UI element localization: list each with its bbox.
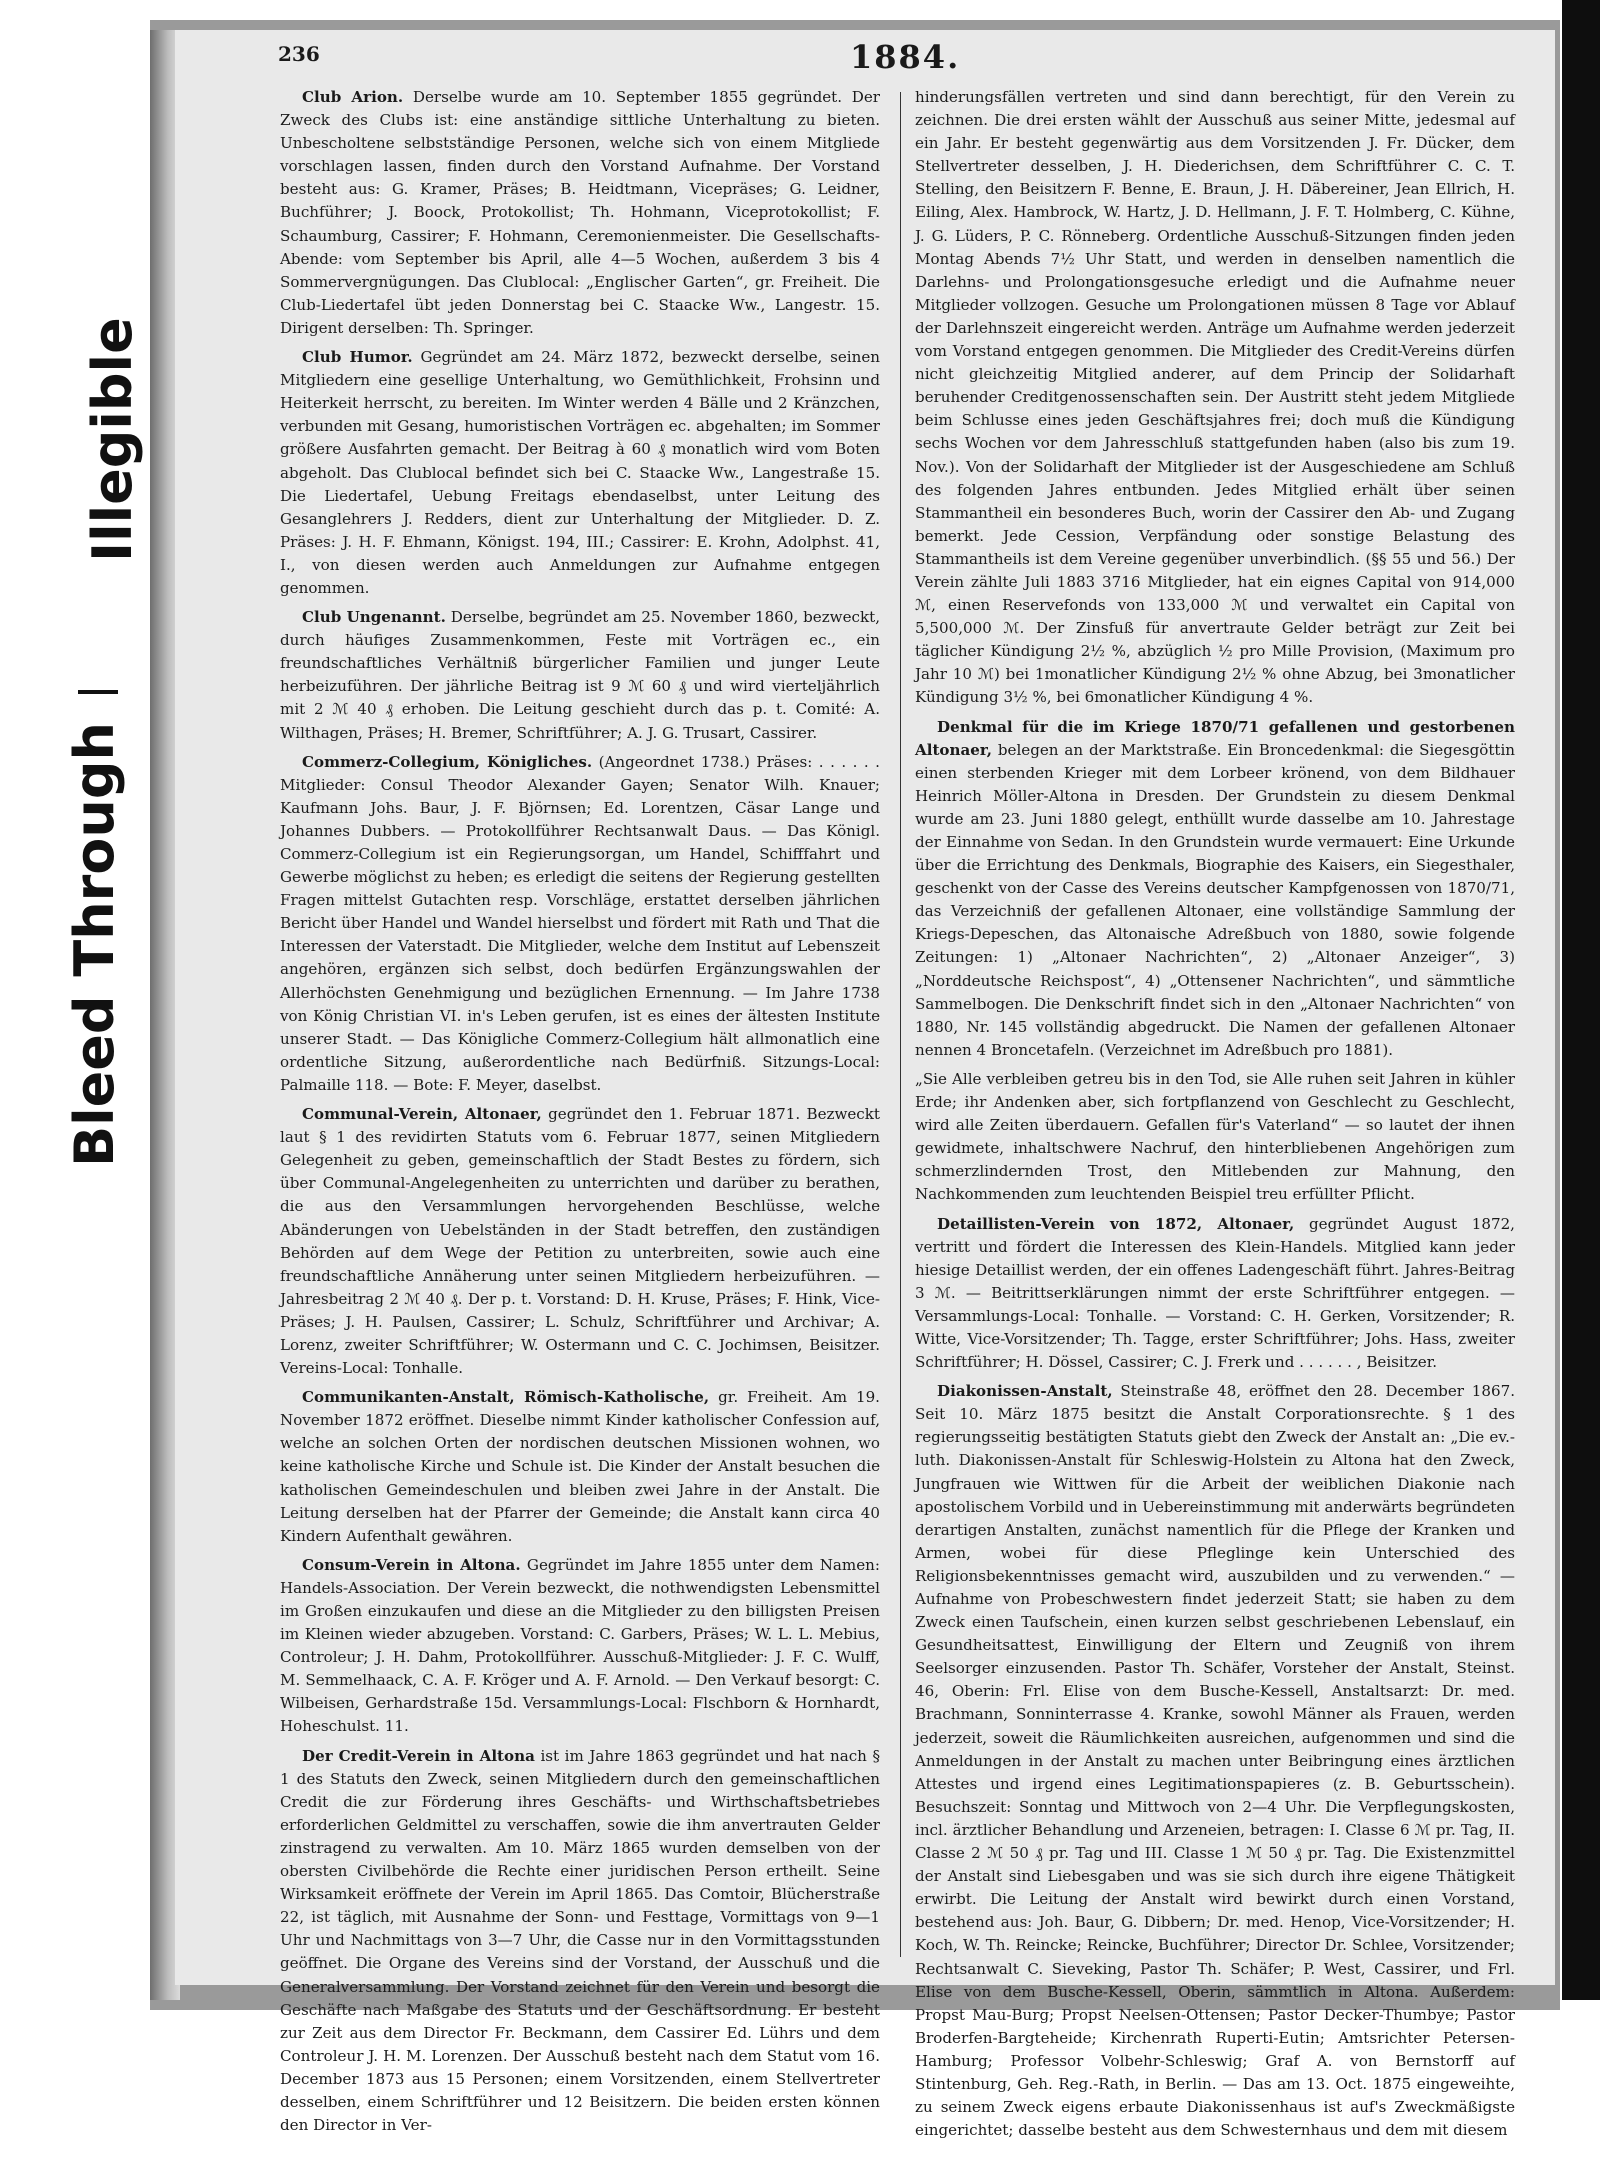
entry-text: Gegründet im Jahre 1855 unter dem Namen: Handels-Association. Der Verein bezweckt, die nothwendigsten Lebensmittel im Großen einzukaufen und diese an die Mitglieder zu den billigsten Preisen im Kleinen wieder abzugeben. Vorstand: C. Garbers, Präses; W. L. L. Mebius, Controleur; J. H. Dahm, Protokollführer. Ausschuß-Mitglieder: J. F. C. Wulff, M. Semmelhaack, C. A. F. Kröger und A. F. Arnold. — Den Verkauf besorgt: C. Wilbeisen, Gerhardstraße 15d. Versammlungs-Local: Flschborn & Hornhardt, Hoheschulst. 11.	[280, 1555, 880, 1736]
entry-text: Derselbe wurde am 10. September 1855 gegründet. Der Zweck des Clubs ist: eine anständige sittliche Unterhaltung zu bieten. Unbescholtene selbstständige Personen, welche sich von einem Mitgliede vorschlagen lassen, finden durch den Vorstand Aufnahme. Der Vorstand besteht aus: G. Kramer, Präses; B. Heidtmann, Vicepräses; G. Leidner, Buchführer; J. Boock, Protokollist; Th. Hohmann, Viceprotokollist; F. Schaumburg, Cassirer; F. Hohmann, Ceremonienmeister. Die Gesellschafts-Abende: vom September bis April, alle 4—5 Wochen, außerdem 3 bis 4 Sommervergnügungen. Das Clublocal: „Englischer Garten“, gr. Freiheit. Die Club-Liedertafel übt jeden Donnerstag bei C. Staacke Ww., Langestr. 15. Dirigent derselben: Th. Springer.	[280, 88, 880, 337]
entry-text: gegründet den 1. Februar 1871. Bezweckt laut § 1 des revidirten Statuts vom 6. Februar 1877, seinen Mitgliedern Gelegenheit zu geben, gemeinschaftlich der Stadt Bestes zu fördern, sich über Communal-Angelegenheiten zu unterrichten und darüber zu berathen, die aus den Versammlungen hervorgehenden Beschlüsse, welche Abänderungen von Uebelständen in der Stadt betreffen, den zuständigen Behörden auf dem Wege der Petition zu unterbreiten, sowie auch eine freundschaftliche Annäherung unter seinen Mitgliedern herbeizuführen. — Jahresbeitrag 2 ℳ 40 ₰. Der p. t. Vorstand: D. H. Kruse, Präses; F. Hink, Vice-Präses; J. H. Paulsen, Cassirer; L. Schulz, Schriftführer und Archivar; A. Lorenz, zweiter Schriftführer; W. Ostermann und C. C. Jochimsen, Beisitzer. Vereins-Local: Tonhalle.	[280, 1105, 880, 1378]
entry-text: Gegründet am 24. März 1872, bezweckt derselbe, seinen Mitgliedern eine gesellige Unterhaltung, wo Gemüthlichkeit, Frohsinn und Heiterkeit herrscht, zu bereiten. Im Winter werden 4 Bälle und 2 Kränzchen, verbunden mit Gesang, humoristischen Vorträgen ec. abgehalten; im Sommer größere Ausfahrten gemacht. Der Beitrag à 60 ₰ monatlich wird vom Boten abgeholt. Das Clublocal befindet sich bei C. Staacke Ww., Langestraße 15. Die Liedertafel, Uebung Freitags ebendaselbst, unter Leitung des Gesanglehrers J. Redders, dient zur Unterhaltung der Mitglieder. D. Z. Präses: J. H. F. Ehmann, Königst. 194, III.; Cassirer: E. Krohn, Adolphst. 41, I., von diesen werden auch Anmeldungen zur Aufnahme entgegen genommen.	[280, 348, 880, 597]
entry-heading: Denkmal für die im Kriege 1870/71 gefallenen und gestorbenen Altonaer,	[915, 717, 1515, 759]
entry-heading: Detaillisten-Verein von 1872, Altonaer,	[937, 1214, 1295, 1233]
directory-entry	[280, 1386, 880, 1548]
directory-entry	[915, 716, 1515, 1062]
label-divider	[78, 690, 118, 694]
left-text-column	[280, 86, 880, 2135]
entry-heading: Commerz-Collegium, Königliches.	[302, 752, 593, 771]
directory-entry	[280, 1745, 880, 2138]
entry-heading: Communikanten-Anstalt, Römisch-Katholische,	[302, 1388, 710, 1407]
right-text-column	[915, 86, 1515, 2140]
entry-heading: Diakonissen-Anstalt,	[937, 1382, 1113, 1401]
entry-text: ist im Jahre 1863 gegründet und hat nach § 1 des Statuts den Zweck, seinen Mitgliedern durch den gemeinschaftlichen Credit die zur Förderung ihres Geschäfts- und Wirthschaftsbetriebes erforderlichen Geldmittel zu verschaffen, sowie die ihm anvertrauten Gelder zinstragend zu verwalten. Am 10. März 1865 wurden demselben von der obersten Civilbehörde die Rechte einer juridischen Person ertheilt. Seine Wirksamkeit eröffnete der Verein im April 1865. Das Comtoir, Blücherstraße 22, ist täglich, mit Ausnahme der Sonn- und Festtage, Vormittags von 9—1 Uhr und Nachmittags von 3—7 Uhr, die Casse nur in den Vormittagsstunden geöffnet. Die Organe des Vereins sind der Vorstand, der Ausschuß und die Generalversammlung. Der Vorstand zeichnet für den Verein und besorgt die Geschäfte nach Maßgabe des Statuts und der Geschäftsordnung. Er besteht zur Zeit aus dem Director Fr. Beckmann, dem Cassirer Ed. Lührs und dem Controleur J. H. M. Lorenzen. Der Ausschuß besteht nach dem Statut vom 16. December 1873 aus 15 Personen; einem Vorsitzenden, einem Stellvertreter desselben, einem Schriftführer und 12 Beisitzern. Die beiden ersten können den Director in Ver-	[280, 1746, 880, 2135]
directory-entry	[280, 346, 880, 600]
directory-entry	[280, 1103, 880, 1380]
directory-entry	[280, 751, 880, 1097]
entry-heading: Der Credit-Verein in Altona	[302, 1746, 535, 1765]
directory-entry	[280, 86, 880, 340]
page-year-heading: 1884.	[850, 38, 961, 76]
directory-entry	[915, 1380, 1515, 2142]
entry-heading: Club Arion.	[302, 88, 404, 106]
directory-entry	[915, 1213, 1515, 1375]
entry-text: hinderungsfällen vertreten und sind dann berechtigt, für den Verein zu zeichnen. Die drei ersten wählt der Ausschuß aus seiner Mitte, jedesmal auf ein Jahr. Er besteht gegenwärtig aus dem Vorsitzenden J. Fr. Dücker, dem Stellvertreter desselben, J. H. Diederichsen, dem Schriftführer C. C. T. Stelling, den Beisitzern F. Benne, E. Braun, J. H. Däbereiner, Jean Ellrich, H. Eiling, Alex. Hambrock, W. Hartz, J. D. Hellmann, J. F. T. Holmberg, C. Kühne, J. G. Lüders, P. C. Rönneberg. Ordentliche Ausschuß-Sitzungen finden jeden Montag Abends 7½ Uhr Statt, und werden in denselben namentlich die Darlehns- und Prolongationsgesuche erledigt und die Aufnahme neuer Mitglieder vollzogen. Gesuche um Prolongationen müssen 8 Tage vor Ablauf der Darlehnszeit eingereicht werden. Anträge um Aufnahme werden jederzeit vom Vorstand entgegen genommen. Die Mitglieder des Credit-Vereins dürfen nicht gleichzeitig Mitglied anderer, auf dem Princip der Solidarhaft beruhender Creditgenossenschaften sein. Der Austritt steht jedem Mitgliede beim Schlusse eines jeden Geschäftsjahres frei; doch muß die Kündigung sechs Wochen vor dem Jahresschluß stattgefunden haben (also bis zum 19. Nov.). Von der Solidarhaft der Mitglieder ist der Ausgeschiedene am Schluß des folgenden Jahres entbunden. Jedes Mitglied erhält über seinen Stammantheil ein besonderes Buch, worin der Cassirer den Ab- und Zugang bemerkt. Jede Cession, Verpfändung oder sonstige Belastung des Stammantheils ist dem Vereine gegenüber unverbindlich. (§§ 55 und 56.) Der Verein zählte Juli 1883 3716 Mitglieder, hat ein eignes Capital von 914,000 ℳ, einen Reservefonds von 133,000 ℳ und verwaltet ein Capital von 5,500,000 ℳ. Der Zinsfuß für anvertraute Gelder beträgt zur Zeit bei täglicher Kündigung 2½ %, abzüglich ½ pro Mille Provision, (Maximum pro Jahr 10 ℳ) bei 1monatlicher Kündigung 2½ % ohne Abzug, bei 3monatlicher Kündigung 3½ %, bei 6monatlicher Kündigung 4 %.	[915, 88, 1515, 707]
entry-text: Derselbe, begründet am 25. November 1860, bezweckt, durch häufiges Zusammenkommen, Feste mit Vorträgen ec., ein freundschaftliches Verhältniß bürgerlicher Familien und junger Leute herbeizuführen. Der jährliche Beitrag ist 9 ℳ 60 ₰ und wird vierteljährlich mit 2 ℳ 40 ₰ erhoben. Die Leitung geschieht durch das p. t. Comité: A. Wilthagen, Präses; H. Bremer, Schriftführer; A. J. G. Trusart, Cassirer.	[280, 608, 880, 742]
entry-text: gegründet August 1872, vertritt und fördert die Interessen des Klein-Handels. Mitglied kann jeder hiesige Detaillist werden, der ein offenes Ladengeschäft führt. Jahres-Beitrag 3 ℳ. — Beitrittserklärungen nimmt der erste Schriftführer entgegen. — Versammlungs-Local: Tonhalle. — Vorstand: C. H. Gerken, Vorsitzender; R. Witte, Vice-Vorsitzender; Th. Tagge, erster Schriftführer; Johs. Hass, zweiter Schriftführer; H. Dössel, Cassirer; C. J. Frerk und . . . . . . , Beisitzer.	[915, 1214, 1515, 1372]
directory-entry	[915, 1068, 1515, 1207]
entry-text: gr. Freiheit. Am 19. November 1872 eröffnet. Dieselbe nimmt Kinder katholischer Confession auf, welche an solchen Orten der nordischen deutschen Missionen wohnen, wo keine katholische Kirche und Schule ist. Die Kinder der Anstalt besuchen die katholischen Gemeindeschulen und bleiben zwei Jahre in der Anstalt. Die Leitung derselben hat der Pfarrer der Gemeinde; die Anstalt kann circa 40 Kindern Aufenthalt gewähren.	[280, 1388, 880, 1545]
entry-text: Steinstraße 48, eröffnet den 28. December 1867. Seit 10. März 1875 besitzt die Anstalt Corporationsrechte. § 1 des regierungsseitig bestätigten Statuts giebt den Zweck der Anstalt an: „Die ev.-luth. Diakonissen-Anstalt für Schleswig-Holstein zu Altona hat den Zweck, Jungfrauen wie Wittwen für die Arbeit der weiblichen Diakonie nach apostolischem Vorbild und in Uebereinstimmung mit anderwärts begründeten derartigen Anstalten, zunächst namentlich für die Pflege der Kranken und Armen, wobei für diese Pfleglinge kein Unterschied des Religionsbekenntnisses gemacht wird, auszubilden und zu verwenden.“ — Aufnahme von Probeschwestern findet jederzeit Statt; sie haben zu dem Zweck einen Taufschein, einen kurzen selbst geschriebenen Lebenslauf, ein Gesundheitsattest, Einwilligung der Eltern und Zeugniß von ihrem Seelsorger einzusenden. Pastor Th. Schäfer, Vorsteher der Anstalt, Steinst. 46, Oberin: Frl. Elise von dem Busche-Kessell, Anstaltsarzt: Dr. med. Brachmann, Sonninterrasse 4. Kranke, sowohl Männer als Frauen, werden jederzeit, soweit die Räumlichkeiten ausreichen, aufgenommen und sind die Anmeldungen in der Anstalt zu machen unter Beibringung eines ärztlichen Attestes und irgend eines Legitimationspapieres (z. B. Geburtsschein). Besuchszeit: Sonntag und Mittwoch von 2—4 Uhr. Die Verpflegungskosten, incl. ärztlicher Behandlung und Arzeneien, betragen: I. Classe 6 ℳ pr. Tag, II. Classe 2 ℳ 50 ₰ pr. Tag und III. Classe 1 ℳ 50 ₰ pr. Tag. Die Existenzmittel der Anstalt sind Liebesgaben und was sie sich durch ihre eigene Thätigkeit erwirbt. Die Leitung der Anstalt wird bewirkt durch einen Vorstand, bestehend aus: Joh. Baur, G. Dibbern; Dr. med. Henop, Vice-Vorsitzender; H. Koch, W. Th. Reincke; Reincke, Buchführer; Director Dr. Schlee, Vorsitzender; Rechtsanwalt C. Sieveking, Pastor Th. Schäfer; P. West, Cassirer, und Frl. Elise von dem Busche-Kessell, Oberin, sämmtlich in Altona. Außerdem: Propst Mau-Burg; Propst Neelsen-Ottensen; Pastor Decker-Thumbye; Pastor Broderfen-Bargteheide; Kirchenrath Ruperti-Eutin; Amtsrichter Petersen-Hamburg; Professor Volbehr-Schleswig; Graf A. von Bernstorff auf Stintenburg, Geh. Reg.-Rath, in Berlin. — Das am 13. Oct. 1875 eingeweihte, zu seinem Zweck eigens erbaute Diakonissenhaus ist auf's Zweckmäßigste eingerichtet; dasselbe besteht aus dem Schwesternhaus und dem mit diesem	[915, 1382, 1515, 2140]
entry-heading: Communal-Verein, Altonaer,	[302, 1105, 542, 1124]
entry-heading: Club Humor.	[302, 348, 413, 367]
entry-heading: Consum-Verein in Altona.	[302, 1555, 521, 1574]
illegible-label: Illegible	[81, 317, 144, 563]
directory-entry	[915, 86, 1515, 710]
facing-page-edge	[1562, 0, 1600, 2000]
directory-entry	[280, 1554, 880, 1739]
entry-text: „Sie Alle verbleiben getreu bis in den Tod, sie Alle ruhen seit Jahren in kühler Erde; ihr Andenken aber, sich fortpflanzend von Geschlecht zu Geschlecht, wird alle Zeiten überdauern. Gefallen für's Vaterland“ — so lautet der ihnen gewidmete, inhaltschwere Nachruf, den hinterbliebenen Angehörigen zum schmerzlindernden Trost, den Mitlebenden zur Mahnung, den Nachkommenden zum leuchtenden Beispiel treu erfüllter Pflicht.	[915, 1069, 1515, 1204]
bleed-through-label: Bleed Through	[63, 722, 126, 1168]
page-number: 236	[278, 42, 320, 66]
column-divider	[900, 92, 901, 1957]
directory-entry	[280, 606, 880, 745]
entry-text: (Angeordnet 1738.) Präses: . . . . . . Mitglieder: Consul Theodor Alexander Gayen; Senator Wilh. Knauer; Kaufmann Johs. Baur, J. F. Björnsen; Ed. Lorentzen, Cäsar Lange und Johannes Dubbers. — Protokollführer Rechtsanwalt Daus. — Das Königl. Commerz-Collegium ist ein Regierungsorgan, um Handel, Schifffahrt und Gewerbe möglichst zu heben; es erledigt die seitens der Regierung gestellten Fragen mittelst Gutachten resp. Vorschläge, erstattet derselben jährlichen Bericht über Handel und Wandel hierselbst und fördert mit Rath und That die Interessen der Vaterstadt. Die Mitglieder, welche dem Institut auf Lebenszeit angehören, ergänzen sich selbst, doch bedürfen Ergänzungswahlen der Allerhöchsten Genehmigung und bezüglichen Ernennung. — Im Jahre 1738 von König Christian VI. in's Leben gerufen, ist es eines der ältesten Institute unserer Stadt. — Das Königliche Commerz-Collegium hält allmonatlich eine ordentliche Sitzung, außerordentliche nach Bedürfniß. Sitzungs-Local: Palmaille 118. — Bote: F. Meyer, daselbst.	[280, 752, 880, 1094]
entry-heading: Club Ungenannt.	[302, 608, 446, 627]
entry-text: belegen an der Marktstraße. Ein Broncedenkmal: die Siegesgöttin einen sterbenden Krieger mit dem Lorbeer krönend, von dem Bildhauer Heinrich Möller-Altona in Dresden. Der Grundstein zu diesem Denkmal wurde am 23. Juni 1880 gelegt, enthüllt wurde dasselbe am 10. Jahrestage der Einnahme von Sedan. In den Grundstein wurde vermauert: Eine Urkunde über die Errichtung des Denkmals, Biographie des Kaisers, ein Siegesthaler, geschenkt von der Casse des Vereins deutscher Kampfgenossen von 1870/71, das Verzeichniß der gefallenen Altonaer, eine vollständige Sammlung der Kriegs-Depeschen, das Altonaische Adreßbuch von 1880, sowie folgende Zeitungen: 1) „Altonaer Nachrichten“, 2) „Altonaer Anzeiger“, 3) „Norddeutsche Reichspost“, 4) „Ottensener Nachrichten“, und sämmtliche Sammelbogen. Die Denkschrift findet sich in den „Altonaer Nachrichten“ von 1880, Nr. 145 vollständig abgedruckt. Die Namen der gefallenen Altonaer nennen 4 Broncetafeln. (Verzeichnet im Adreßbuch pro 1881).	[915, 740, 1515, 1059]
